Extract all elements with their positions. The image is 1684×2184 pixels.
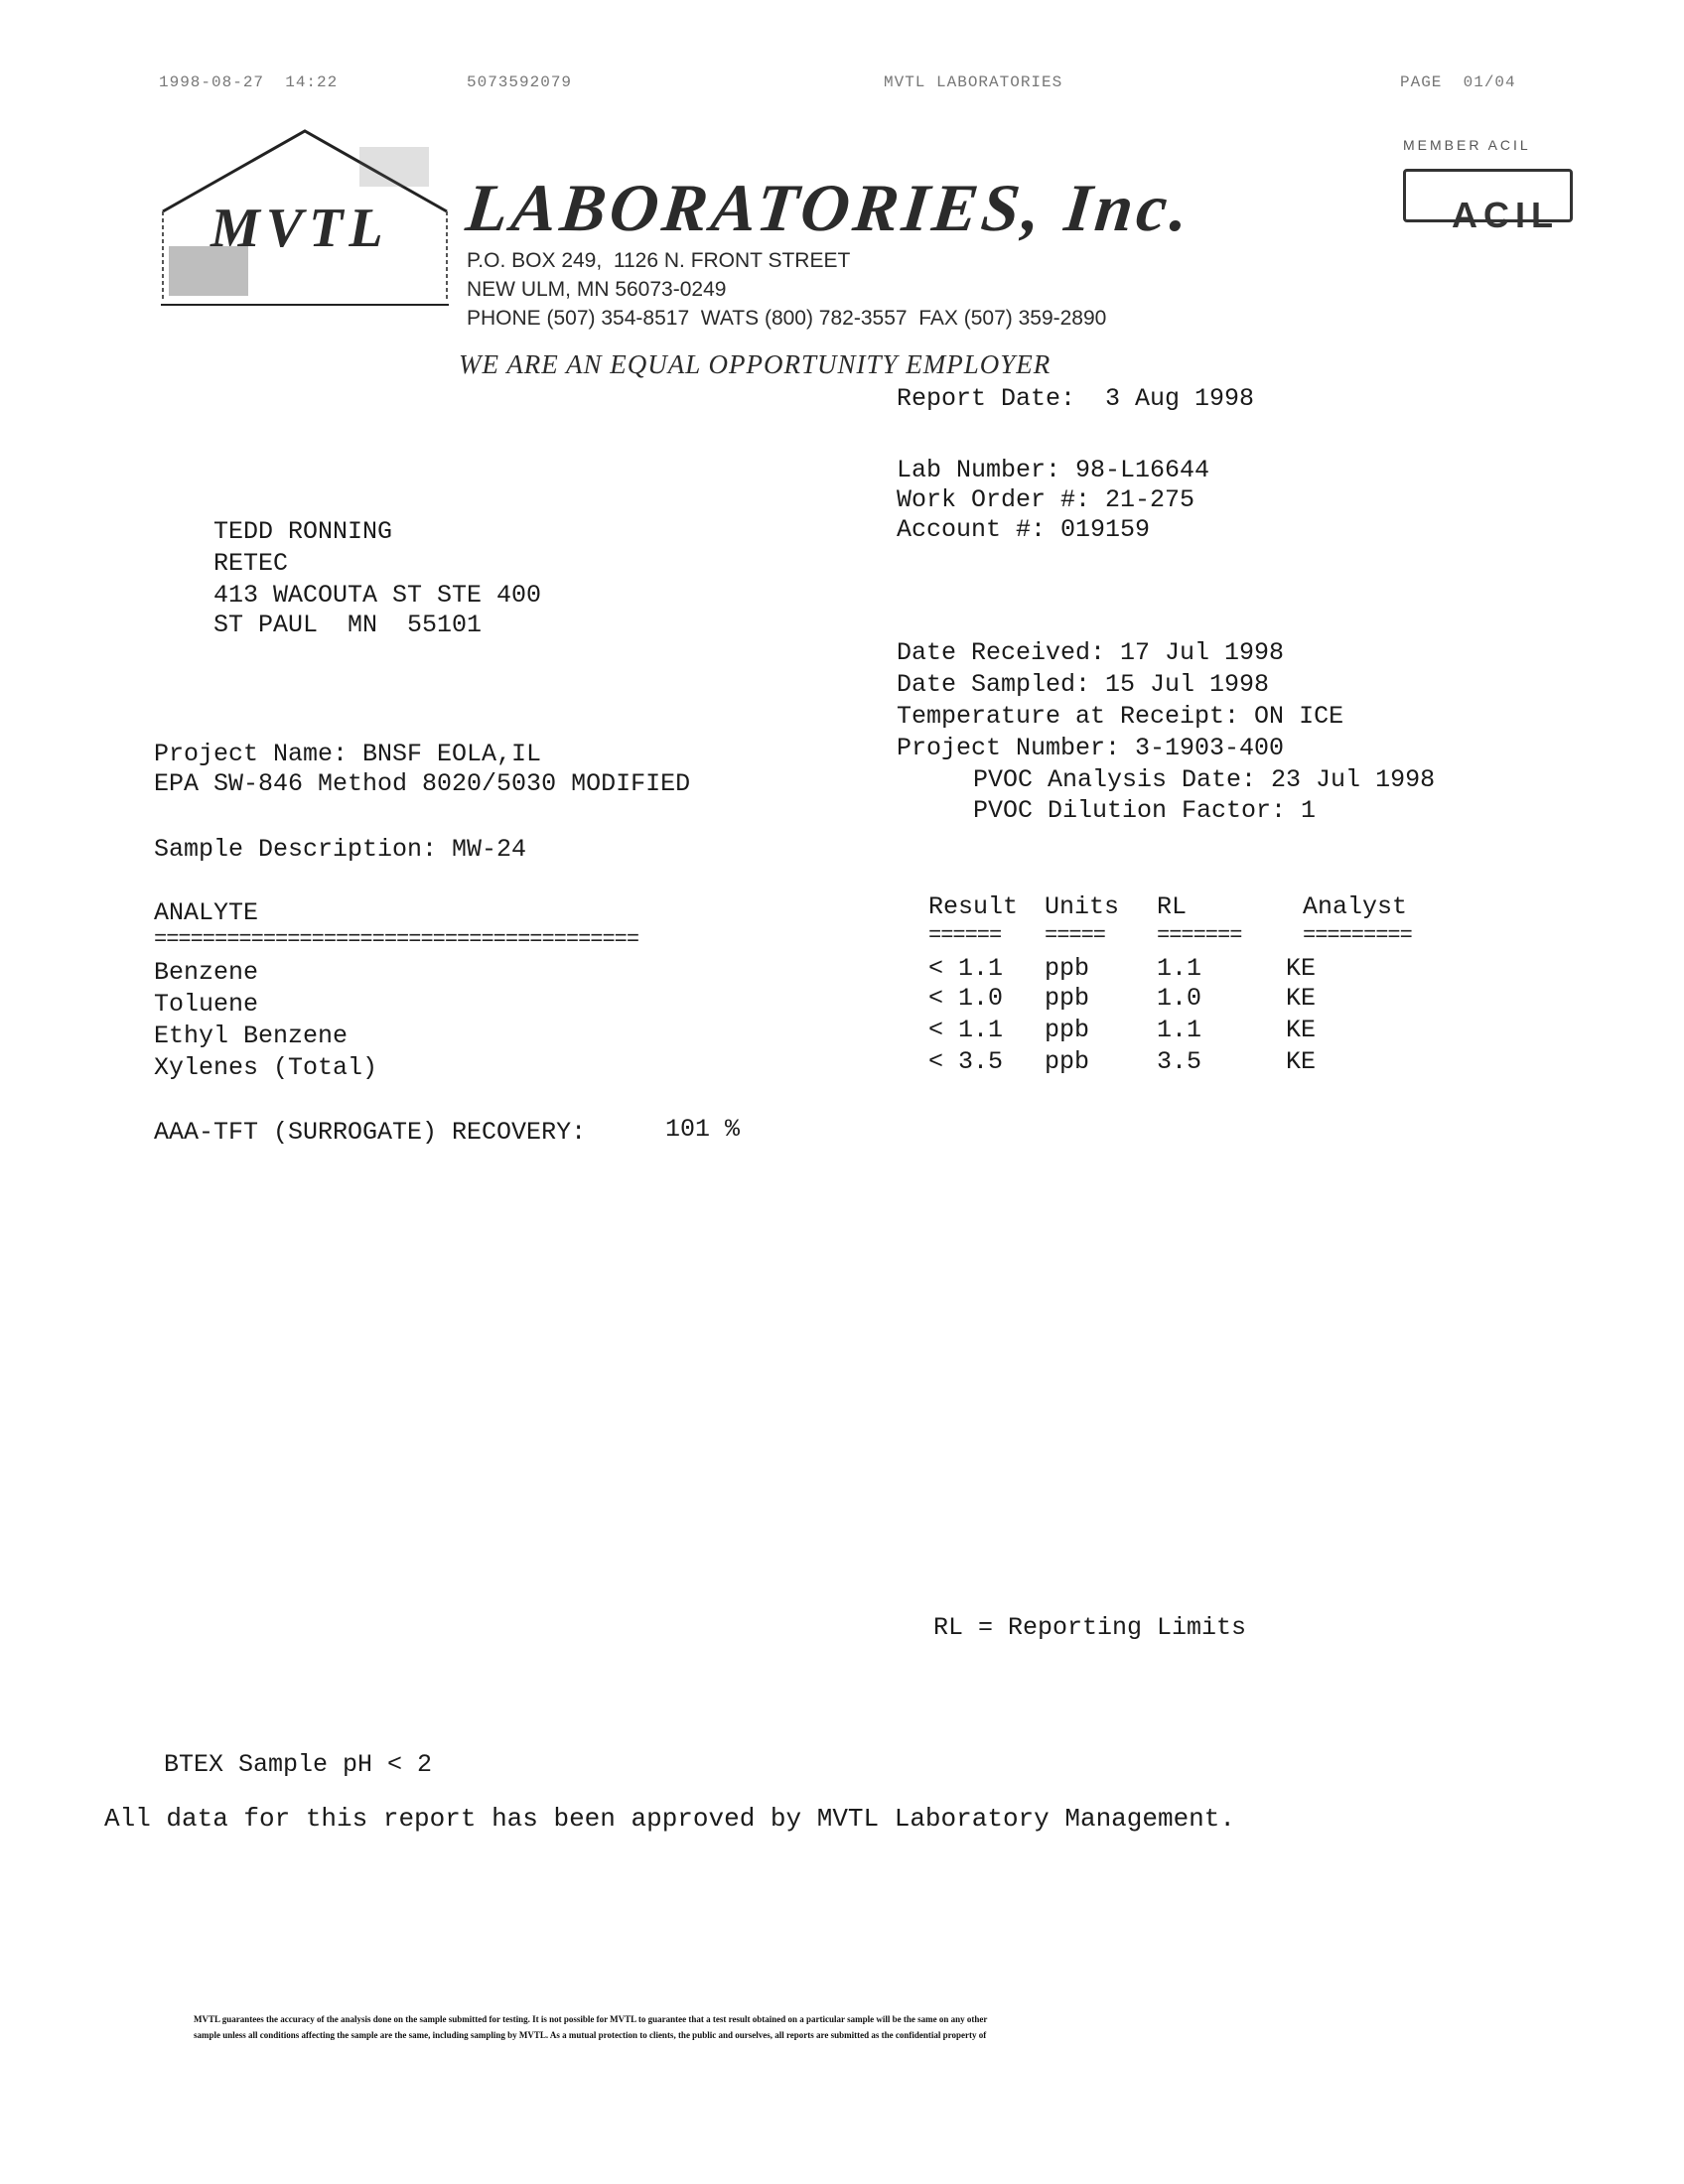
address-line-2: NEW ULM, MN 56073-0249 [467,278,727,301]
analyte-name: Toluene [154,990,259,1019]
col-rule-units: ===== [1045,923,1106,948]
footer-line-2: sample unless all conditions affecting the sample are the same, including sampling by MVTL. As a mutual protection to clients, the public and ourselves, all reports are submitted as the confidential property of [194,2030,987,2040]
col-header-units: Units [1045,892,1120,921]
analyst-value: KE [1286,1047,1317,1076]
company-name: LABORATORIES, Inc. [463,170,1196,245]
acil-mark-icon [1424,190,1588,237]
recipient-name: TEDD RONNING [213,517,393,546]
company-logo [161,127,449,306]
analyte-name: Ethyl Benzene [154,1022,349,1050]
work-order: Work Order #: 21-275 [897,485,1195,514]
sample-description: Sample Description: MW-24 [154,835,527,864]
acil-badge [1403,169,1573,235]
pvoc-dilution-factor: PVOC Dilution Factor: 1 [973,796,1317,825]
recipient-company: RETEC [213,549,289,578]
lab-number: Lab Number: 98-L16644 [897,456,1210,484]
project-name: Project Name: BNSF EOLA,IL [154,740,542,768]
project-number: Project Number: 3-1903-400 [897,734,1285,762]
rl-value: 1.1 [1157,954,1202,983]
btex-note: BTEX Sample pH < 2 [164,1750,433,1779]
analyte-header: ANALYTE [154,898,259,927]
approval-statement: All data for this report has been approved by MVTL Laboratory Management. [104,1804,1235,1834]
phone-line: PHONE (507) 354-8517 WATS (800) 782-3557 FAX (507) 359-2890 [467,307,1107,330]
slogan: WE ARE AN EQUAL OPPORTUNITY EMPLOYER [459,349,1052,379]
address-line-1: P.O. BOX 249, 1126 N. FRONT STREET [467,249,851,272]
analyst-value: KE [1286,954,1317,983]
analyst-value: KE [1286,1016,1317,1044]
result-value: < 1.0 [928,984,1004,1013]
analyte-rule: ======================================== [154,927,639,952]
fax-timestamp: 1998-08-27 14:22 [159,73,339,91]
col-rule-analyst: ========= [1303,923,1412,948]
col-header-rl: RL [1157,892,1188,921]
result-value: < 1.1 [928,1016,1004,1044]
units-value: ppb [1045,1016,1090,1044]
fax-company: MVTL LABORATORIES [884,73,1063,91]
report-date: Report Date: 3 Aug 1998 [897,384,1255,413]
rl-note: RL = Reporting Limits [933,1613,1247,1642]
method: EPA SW-846 Method 8020/5030 MODIFIED [154,769,691,798]
col-header-analyst: Analyst [1303,892,1408,921]
col-rule-result: ====== [928,923,1002,948]
rl-value: 1.1 [1157,1016,1202,1044]
result-value: < 1.1 [928,954,1004,983]
surrogate-value: 101 % [665,1115,741,1144]
pvoc-analysis-date: PVOC Analysis Date: 23 Jul 1998 [973,765,1436,794]
rl-value: 1.0 [1157,984,1202,1013]
surrogate-label: AAA-TFT (SURROGATE) RECOVERY: [154,1118,587,1147]
date-received: Date Received: 17 Jul 1998 [897,638,1285,667]
acil-seal [1395,129,1574,235]
analyte-name: Benzene [154,958,259,987]
analyst-value: KE [1286,984,1317,1013]
result-value: < 3.5 [928,1047,1004,1076]
svg-text:ACIL: ACIL [1451,195,1559,235]
account-number: Account #: 019159 [897,515,1151,544]
footer-line-1: MVTL guarantees the accuracy of the analysis done on the sample submitted for testing. It is not possible for MVTL to guarantee that a test result obtained on a particular sample will be the same on any other [194,2014,988,2024]
fax-number: 5073592079 [467,73,573,91]
fax-page: PAGE 01/04 [1400,73,1516,91]
seal-label: MEMBER ACIL [1403,137,1531,153]
rl-value: 3.5 [1157,1047,1202,1076]
units-value: ppb [1045,1047,1090,1076]
recipient-city: ST PAUL MN 55101 [213,611,483,639]
temperature-at-receipt: Temperature at Receipt: ON ICE [897,702,1344,731]
col-rule-rl: ======= [1157,923,1242,948]
recipient-street: 413 WACOUTA ST STE 400 [213,581,542,610]
analyte-name: Xylenes (Total) [154,1053,378,1082]
logo-text: MVTL [210,198,389,259]
units-value: ppb [1045,984,1090,1013]
col-header-result: Result [928,892,1019,921]
units-value: ppb [1045,954,1090,983]
date-sampled: Date Sampled: 15 Jul 1998 [897,670,1270,699]
